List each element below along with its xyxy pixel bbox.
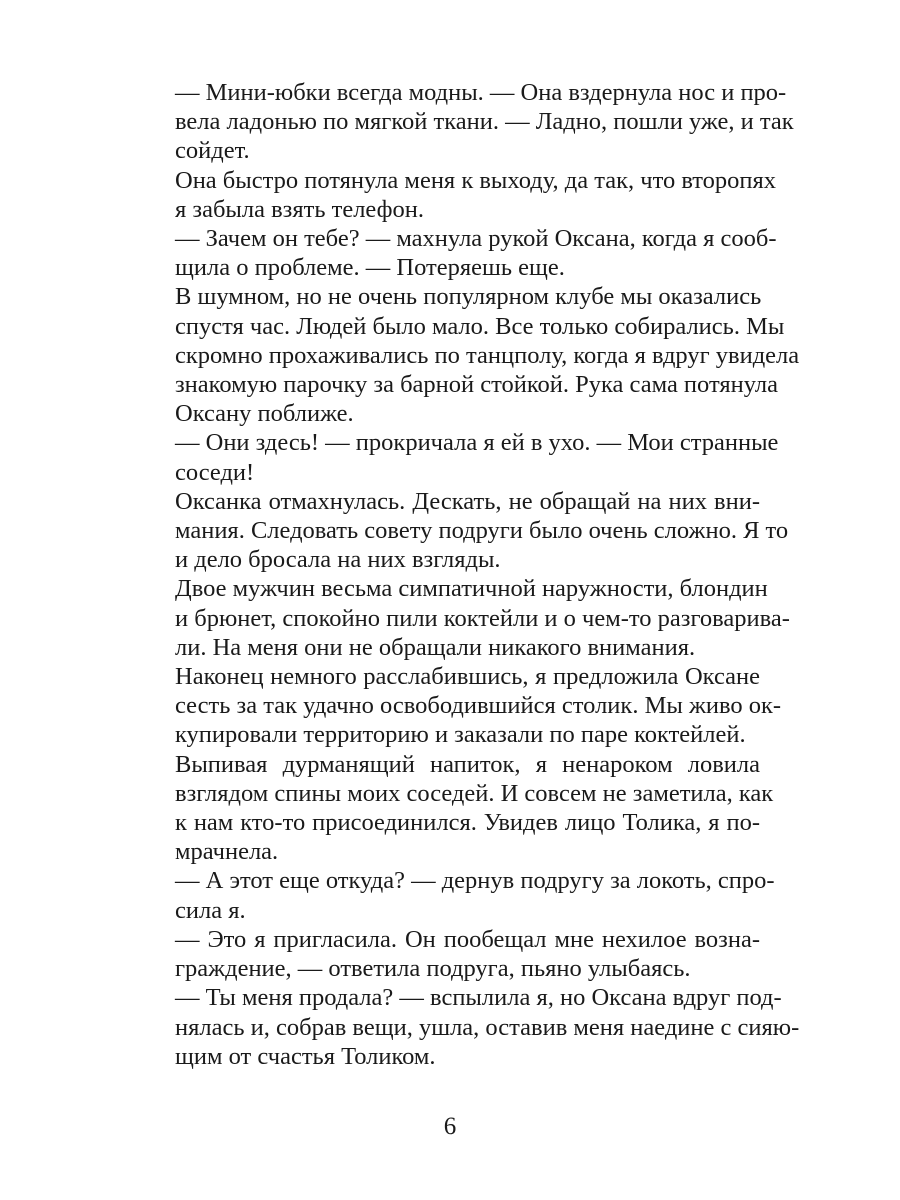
text-line: Двое мужчин весьма симпатичной наружности, блондин xyxy=(175,575,768,603)
text-line: вела ладонью по мягкой ткани. — Ладно, пошли уже, и так xyxy=(175,108,794,136)
text-line: Она быстро потянула меня к выходу, да так, что второпях xyxy=(175,166,777,194)
text-line: — Они здесь! — прокричала я ей в ухо. — Мои странные xyxy=(175,429,779,457)
paragraph xyxy=(143,983,800,1071)
text-line: — Ты меня продала? — вспылила я, но Оксана вдруг под- xyxy=(175,984,782,1012)
text-line: соседи! xyxy=(175,458,255,486)
paragraph xyxy=(143,78,794,166)
text-line: мания. Следовать совету подруги было очень сложно. Я то xyxy=(175,517,789,545)
text-line: Выпивая дурманящий напиток, я ненароком ловила xyxy=(175,750,760,778)
text-line: В шумном, но не очень популярном клубе мы оказались xyxy=(175,283,762,311)
text-line: щим от счастья Толиком. xyxy=(175,1042,436,1070)
paragraph xyxy=(143,866,775,924)
text-line: и дело бросала на них взгляды. xyxy=(175,546,501,574)
page-body xyxy=(143,78,800,1071)
text-line: — Мини-юбки всегда модны. — Она вздернула нос и про- xyxy=(175,79,787,106)
text-line: щила о проблеме. — Потеряешь еще. xyxy=(175,254,565,282)
text-line: сесть за так удачно освободившийся столик. Мы живо ок- xyxy=(175,692,782,720)
text-line: ли. На меня они не обращали никакого внимания. xyxy=(175,633,696,661)
text-line: — Это я пригласила. Он пообещал мне нехилое возна- xyxy=(175,925,760,953)
text-line: — Зачем он тебе? — махнула рукой Оксана, когда я сооб- xyxy=(175,225,777,253)
text-line: — А этот еще откуда? — дернув подругу за локоть, спро- xyxy=(175,867,775,895)
text-line: Оксанка отмахнулась. Дескать, не обращай на них вни- xyxy=(175,487,760,515)
text-line: к нам кто-то присоединился. Увидев лицо Толика, я по- xyxy=(175,809,760,837)
text-line: купировали территорию и заказали по паре коктейлей. xyxy=(175,721,746,749)
text-line: знакомую парочку за барной стойкой. Рука сама потянула xyxy=(175,371,779,399)
paragraph xyxy=(143,282,800,428)
paragraph xyxy=(143,662,782,750)
text-line: сила я. xyxy=(175,896,246,924)
paragraph xyxy=(143,428,779,486)
text-line: спустя час. Людей было мало. Все только собирались. Мы xyxy=(175,312,785,340)
page-number: 6 xyxy=(443,1113,457,1140)
text-line: и брюнет, спокойно пили коктейли и о чем-то разговарива- xyxy=(175,604,790,632)
text-line: я забыла взять телефон. xyxy=(175,195,424,223)
text-line: граждение, — ответила подруга, пьяно улыбаясь. xyxy=(175,955,691,983)
paragraph xyxy=(143,574,790,662)
paragraph xyxy=(143,224,777,282)
text-line: скромно прохаживались по танцполу, когда я вдруг увидела xyxy=(175,341,800,369)
text-line: мрачнела. xyxy=(175,838,279,866)
paragraph xyxy=(143,166,777,224)
paragraph xyxy=(143,925,760,983)
paragraph xyxy=(143,750,774,867)
text-line: нялась и, собрав вещи, ушла, оставив меня наедине с сияю- xyxy=(175,1013,800,1041)
text-line: сойдет. xyxy=(175,137,250,165)
text-line: взглядом спины моих соседей. И совсем не заметила, как xyxy=(175,779,774,807)
text-line: Оксану поближе. xyxy=(175,400,354,428)
text-line: Наконец немного расслабившись, я предложила Оксане xyxy=(175,663,760,691)
paragraph xyxy=(143,487,789,575)
